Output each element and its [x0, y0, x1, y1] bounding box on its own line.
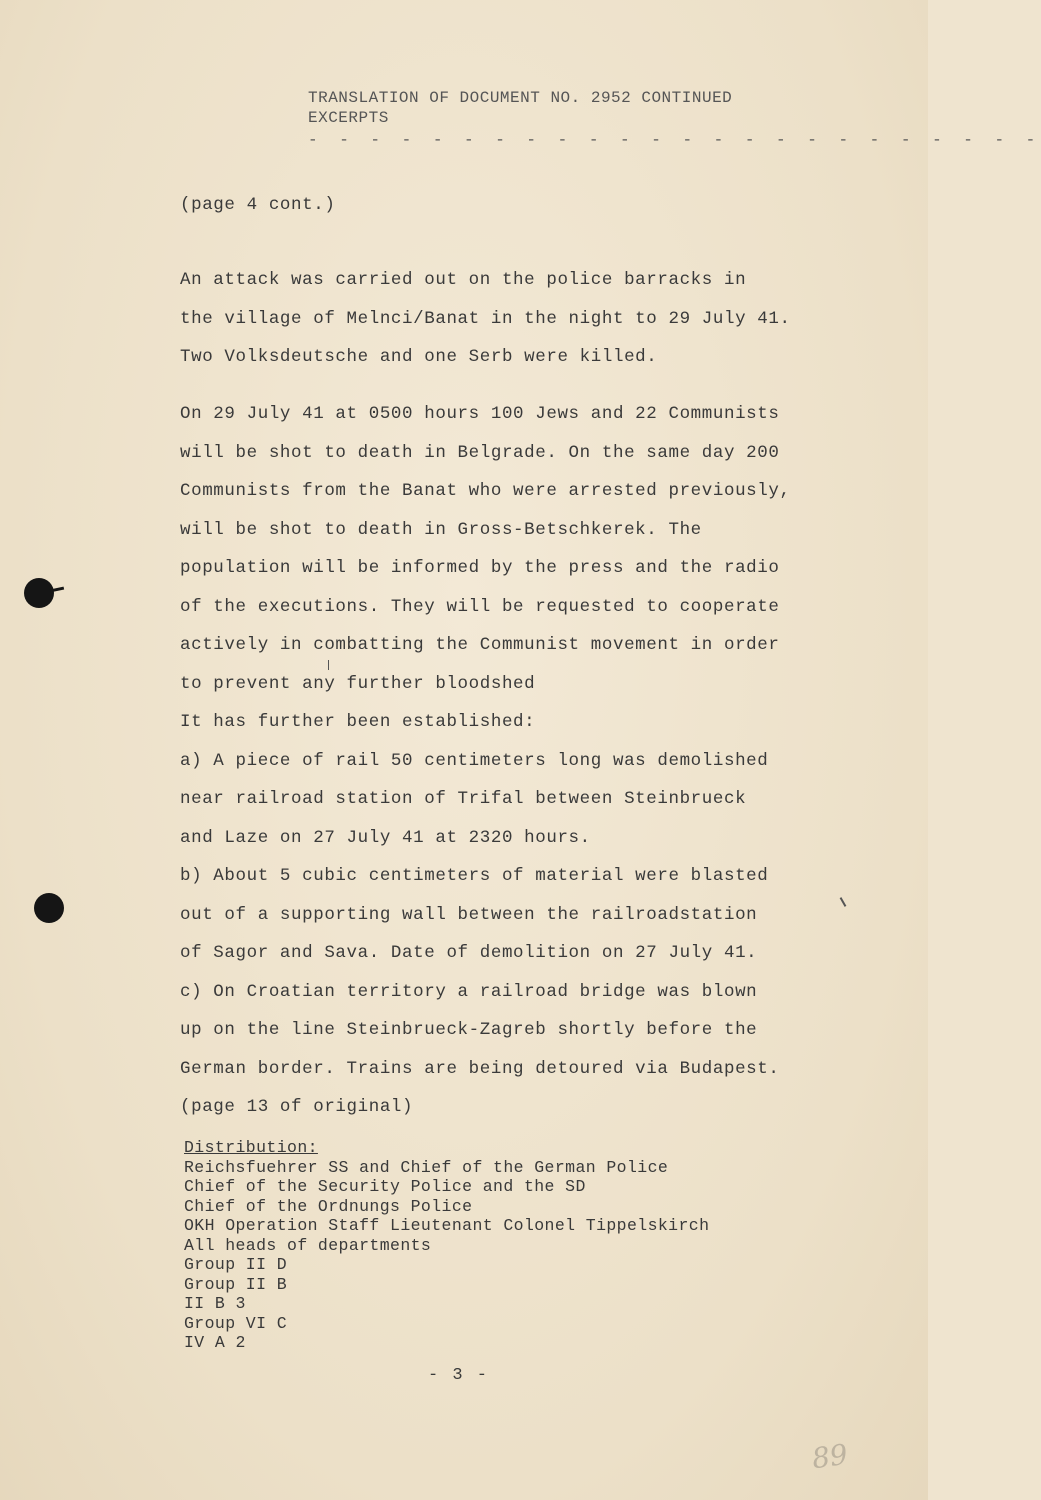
paragraph-2-line: population will be informed by the press and the radio — [180, 558, 780, 578]
paragraph-2-line: to prevent any further bloodshed — [180, 673, 536, 694]
paragraph-2-line: It has further been established: — [180, 712, 536, 732]
header-rule: - - - - - - - - - - - - - - - - - - - - - - - - — [308, 131, 1041, 149]
paragraph-2-line: Communists from the Banat who were arrested previously, — [180, 481, 791, 501]
paragraph-2-line: up on the line Steinbrueck-Zagreb shortly before the — [180, 1020, 758, 1040]
paragraph-2-line: and Laze on 27 July 41 at 2320 hours. — [180, 827, 591, 848]
distribution-item: Chief of the Ordnungs Police — [184, 1196, 473, 1216]
pen-tick-mark — [840, 897, 847, 907]
distribution-item: II B 3 — [184, 1294, 246, 1313]
distribution-item: OKH Operation Staff Lieutenant Colonel Tippelskirch — [184, 1216, 710, 1235]
paragraph-2-line: c) On Croatian territory a railroad bridge was blown — [180, 981, 758, 1002]
paragraph-2-line: actively in combatting the Communist movement in order — [180, 635, 780, 655]
page-note-block — [180, 186, 830, 225]
paragraph-2-line: near railroad station of Trifal between Steinbrueck — [180, 789, 747, 809]
distribution-item: All heads of departments — [184, 1235, 432, 1255]
pen-mark — [328, 660, 329, 670]
paragraph-1 — [180, 261, 830, 377]
paragraph-2-line: b) About 5 cubic centimeters of material were blasted — [180, 866, 769, 886]
paragraph-2-line: (page 13 of original) — [180, 1097, 414, 1117]
paragraph-1-line: Two Volksdeutsche and one Serb were killed. — [180, 347, 658, 367]
header-subtitle: EXCERPTS — [308, 109, 389, 127]
paragraph-2-line: will be shot to death in Belgrade. On the same day 200 — [180, 442, 780, 463]
paragraph-2-line: On 29 July 41 at 0500 hours 100 Jews and 22 Communists — [180, 404, 780, 424]
distribution-item: Group II D — [184, 1255, 288, 1274]
distribution-title: Distribution: — [184, 1138, 318, 1157]
handwritten-folio-number: 89 — [809, 1437, 850, 1476]
distribution-item: Group VI C — [184, 1313, 288, 1333]
paragraph-1-line: the village of Melnci/Banat in the night to 29 July 41. — [180, 308, 791, 329]
page-number: - 3 - — [428, 1366, 490, 1385]
paragraph-2-line: German border. Trains are being detoured via Budapest. — [180, 1058, 780, 1079]
distribution-item: Group II B — [184, 1274, 288, 1294]
paragraph-2-line: a) A piece of rail 50 centimeters long was demolished — [180, 750, 769, 771]
header-title: TRANSLATION OF DOCUMENT NO. 2952 CONTINUED — [308, 89, 733, 107]
distribution-item: Reichsfuehrer SS and Chief of the German Police — [184, 1157, 669, 1177]
distribution-item: IV A 2 — [184, 1333, 246, 1352]
distribution-list — [184, 1138, 709, 1353]
punch-hole-icon — [34, 893, 64, 923]
punch-hole-icon — [24, 578, 54, 608]
distribution-item: Chief of the Security Police and the SD — [184, 1177, 586, 1196]
paragraph-2 — [180, 395, 830, 1127]
paragraph-2-line: out of a supporting wall between the railroadstation — [180, 904, 758, 925]
paragraph-1-line: An attack was carried out on the police barracks in — [180, 270, 747, 290]
paragraph-2-line: of Sagor and Sava. Date of demolition on 27 July 41. — [180, 943, 758, 963]
paragraph-2-line: will be shot to death in Gross-Betschkerek. The — [180, 519, 702, 540]
page-note: (page 4 cont.) — [180, 195, 336, 215]
document-header — [308, 88, 1041, 150]
paragraph-2-line: of the executions. They will be requested to cooperate — [180, 596, 780, 617]
